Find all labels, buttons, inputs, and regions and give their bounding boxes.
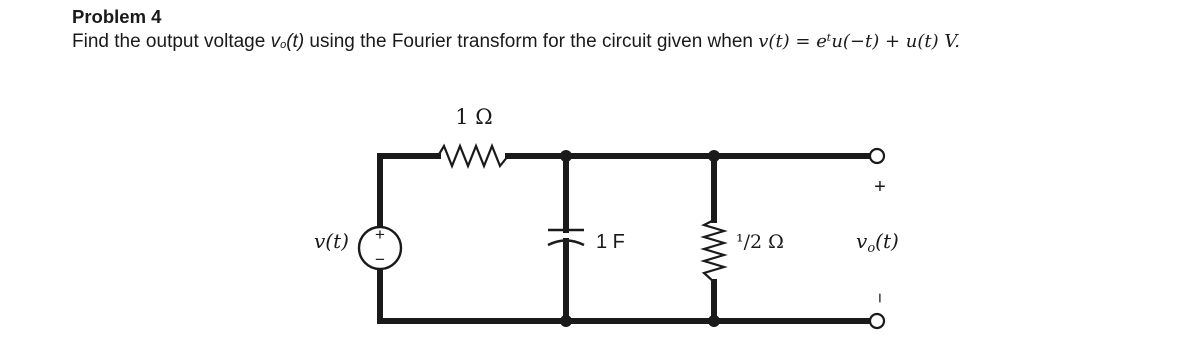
resistor-1-ohm — [438, 146, 508, 166]
source-equation: v(t) = eᵗu(−t) + u(t) V. — [758, 31, 960, 52]
source-minus-sign: − — [375, 250, 385, 269]
output-terminal-bottom — [870, 314, 884, 328]
problem-title: Problem 4 — [72, 6, 162, 27]
output-voltage-label: $v_o(t)$ — [856, 229, 899, 256]
resistor-half-ohm — [704, 220, 724, 282]
source-plus-sign: + — [375, 225, 385, 244]
output-plus-sign: + — [874, 176, 886, 198]
junction-bottom-shunt — [708, 315, 720, 327]
junction-top-shunt — [708, 150, 720, 162]
junction-top-cap — [560, 150, 572, 162]
output-terminal-top — [870, 149, 884, 163]
shunt-resistor-label: ¹/2 Ω — [736, 231, 784, 253]
resistor-top-label: 1 Ω — [455, 105, 493, 129]
statement-prefix: Find the output voltage — [72, 31, 271, 52]
wire-bottom — [380, 260, 870, 321]
capacitor-label: 1 F — [596, 231, 625, 253]
statement-middle: using the Fourier transform for the circuit given when — [304, 31, 759, 52]
source-label: v(t) — [314, 229, 349, 253]
vo-symbol: vo(t) — [270, 31, 305, 52]
output-minus-sign: − — [870, 292, 890, 304]
junction-bottom-cap — [560, 315, 572, 327]
wire-top-left — [380, 156, 438, 236]
